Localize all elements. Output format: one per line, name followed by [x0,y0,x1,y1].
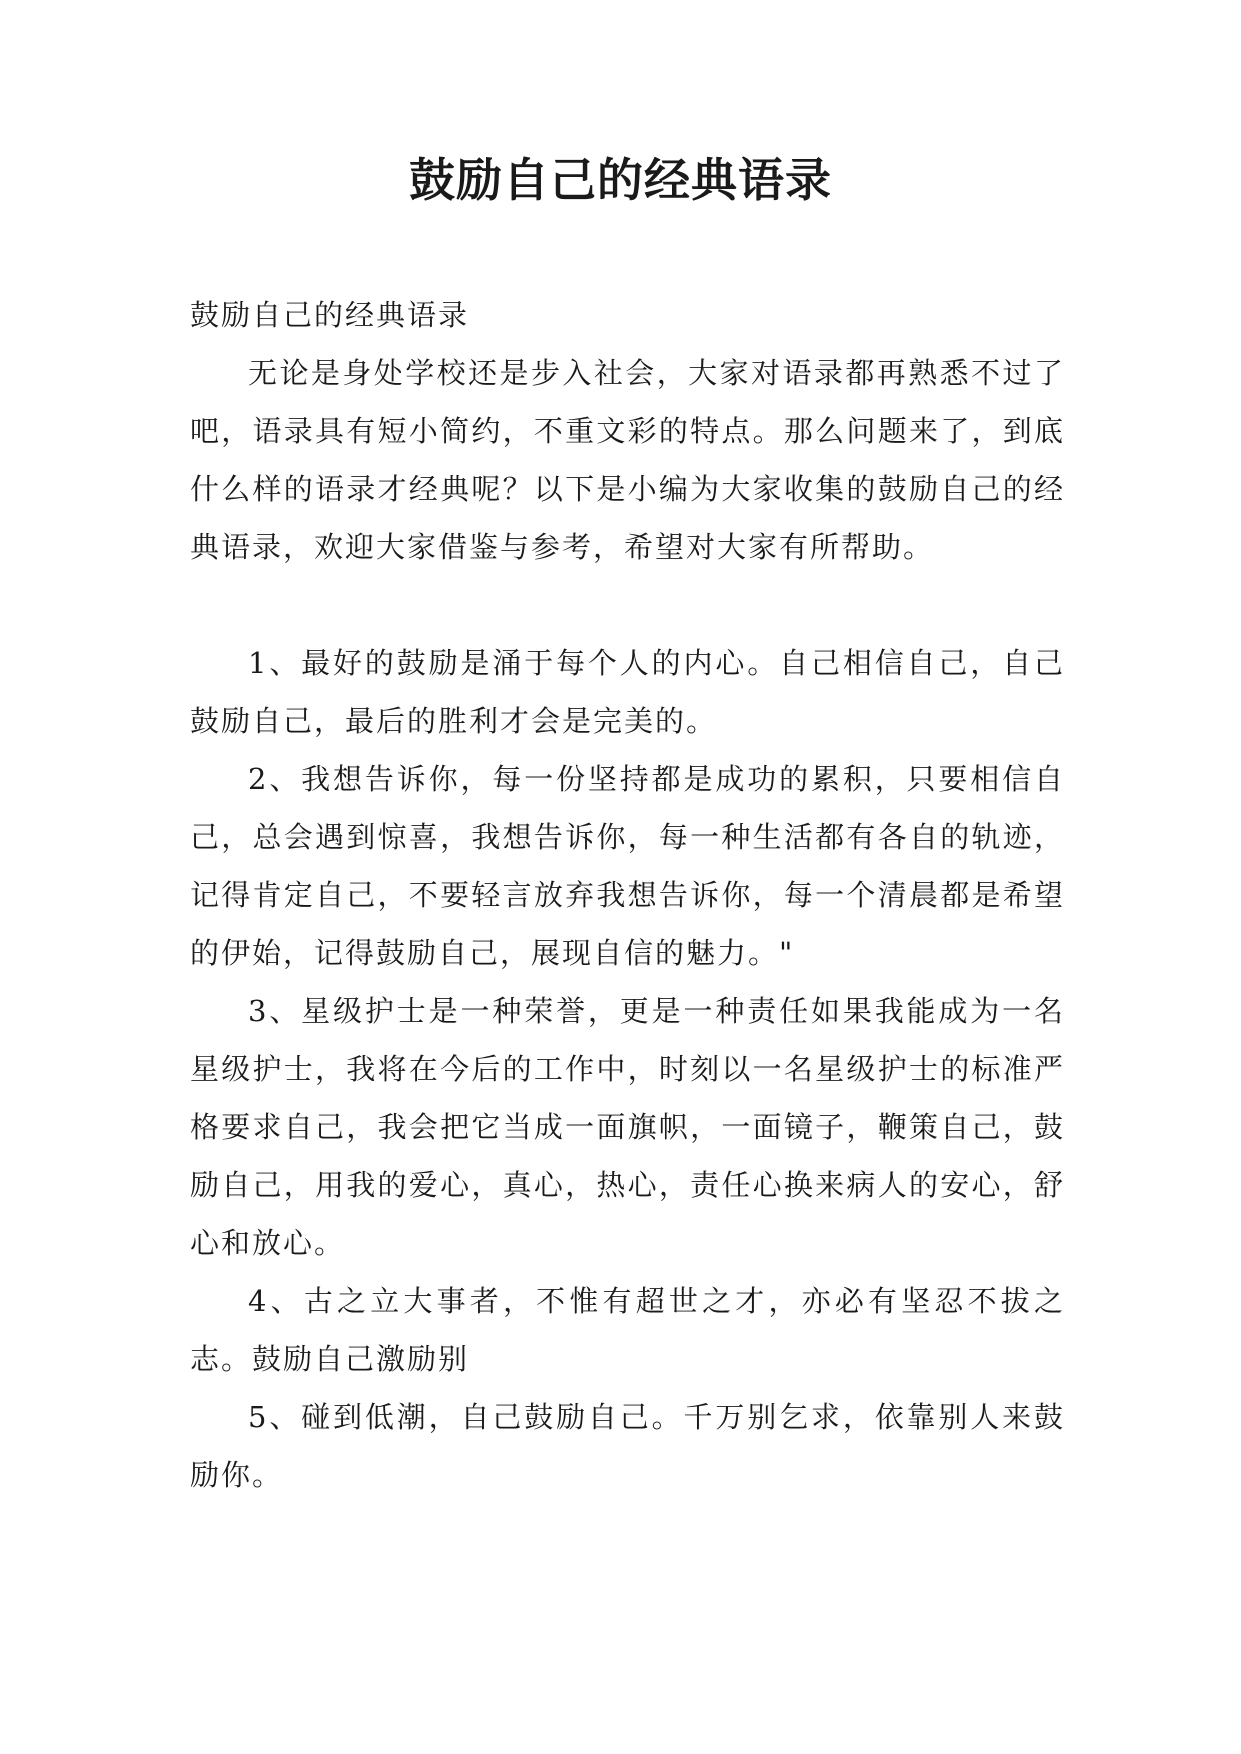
document-title: 鼓励自己的经典语录 [409,153,832,207]
quote-paragraph: 1、最好的鼓励是涌于每个人的内心。自己相信自己，自己鼓励自己，最后的胜利才会是完美的。 [190,646,1065,738]
quote-paragraph: 3、星级护士是一种荣誉，更是一种责任如果我能成为一名星级护士，我将在今后的工作中，时刻以一名星级护士的标准严格要求自己，我会把它当成一面旗帜，一面镜子，鞭策自己，鼓励自己，用我的爱心，真心，热心，责任心换来病人的安心，舒心和放心。 [190,994,1065,1260]
document-body [190,286,1065,1504]
quote-paragraph: 4、古之立大事者，不惟有超世之才，亦必有坚忍不拔之志。鼓励自己激励别 [190,1284,1065,1376]
paragraph-spacer [190,576,1065,634]
intro-paragraph: 无论是身处学校还是步入社会，大家对语录都再熟悉不过了吧，语录具有短小简约，不重文彩的特点。那么问题来了，到底什么样的语录才经典呢？以下是小编为大家收集的鼓励自己的经典语录，欢迎大家借鉴与参考，希望对大家有所帮助。 [190,356,1065,564]
quote-paragraph: 5、碰到低潮，自己鼓励自己。千万别乞求，依靠别人来鼓励你。 [190,1400,1065,1492]
quote-paragraph: 2、我想告诉你，每一份坚持都是成功的累积，只要相信自己，总会遇到惊喜，我想告诉你，每一种生活都有各自的轨迹，记得肯定自己，不要轻言放弃我想告诉你，每一个清晨都是希望的伊始，记得鼓励自己，展现自信的魅力。" [190,762,1065,970]
document-subtitle: 鼓励自己的经典语录 [190,298,470,332]
